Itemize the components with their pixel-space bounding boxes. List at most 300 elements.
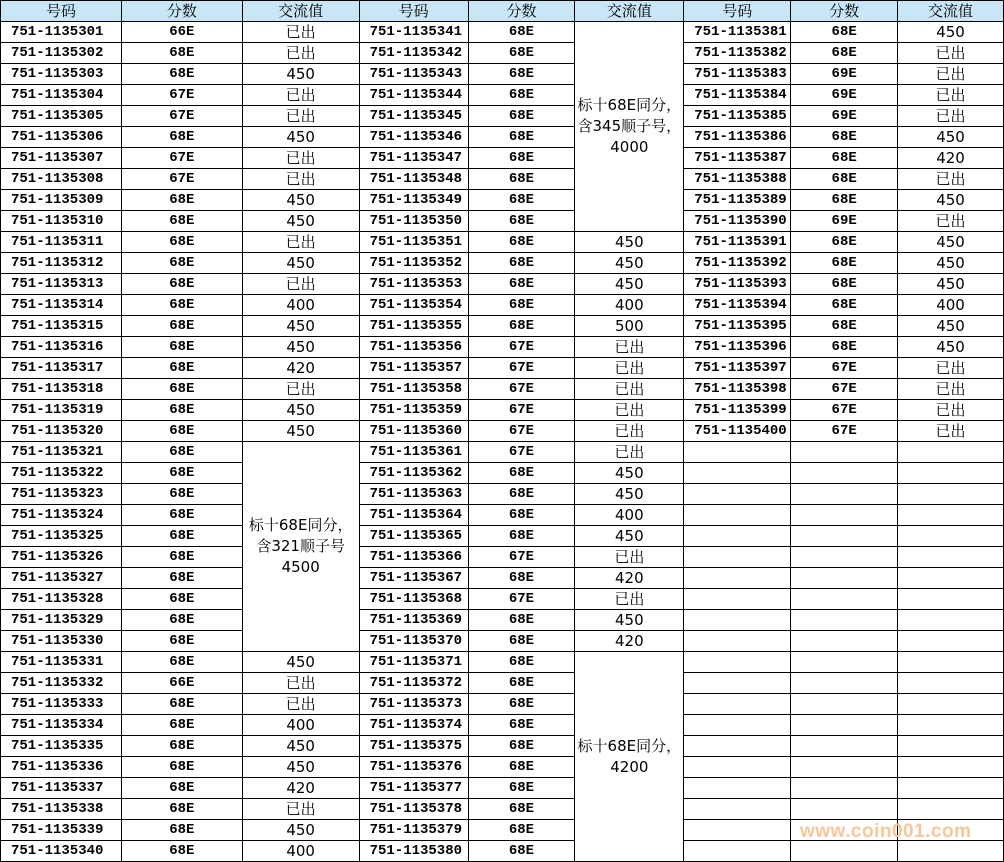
- table-row: [1, 421, 1004, 442]
- grade-cell: 68E: [468, 799, 575, 820]
- value-cell: 450: [242, 820, 359, 841]
- empty-cell: [791, 547, 898, 568]
- serial-number-cell: 751-1135314: [1, 295, 122, 316]
- serial-number-cell: 751-1135346: [359, 127, 468, 148]
- serial-number-cell: 751-1135369: [359, 610, 468, 631]
- empty-cell: [791, 526, 898, 547]
- grade-cell: 68E: [468, 652, 575, 673]
- table-row: [1, 526, 1004, 547]
- table-row: [1, 190, 1004, 211]
- grade-cell: 68E: [468, 778, 575, 799]
- table-row: [1, 547, 1004, 568]
- value-cell: 400: [898, 295, 1004, 316]
- serial-number-cell: 751-1135385: [684, 106, 791, 127]
- serial-number-cell: 751-1135347: [359, 148, 468, 169]
- serial-number-cell: 751-1135331: [1, 652, 122, 673]
- value-cell: 400: [242, 841, 359, 862]
- grade-cell: 68E: [121, 652, 242, 673]
- serial-number-cell: 751-1135396: [684, 337, 791, 358]
- table-row: [1, 295, 1004, 316]
- grade-cell: 68E: [468, 148, 575, 169]
- value-cell: 已出: [898, 358, 1004, 379]
- serial-number-cell: 751-1135332: [1, 673, 122, 694]
- value-cell: 420: [898, 148, 1004, 169]
- empty-cell: [898, 652, 1004, 673]
- empty-cell: [684, 526, 791, 547]
- value-cell: 450: [898, 316, 1004, 337]
- grade-cell: 68E: [121, 253, 242, 274]
- serial-number-cell: 751-1135337: [1, 778, 122, 799]
- serial-number-cell: 751-1135344: [359, 85, 468, 106]
- value-cell: 400: [242, 715, 359, 736]
- empty-cell: [684, 484, 791, 505]
- empty-cell: [684, 799, 791, 820]
- value-cell: 450: [242, 736, 359, 757]
- empty-cell: [791, 463, 898, 484]
- serial-number-cell: 751-1135341: [359, 22, 468, 43]
- serial-number-cell: 751-1135319: [1, 400, 122, 421]
- grade-cell: 68E: [468, 484, 575, 505]
- serial-number-cell: 751-1135304: [1, 85, 122, 106]
- header-value: 交流值: [242, 1, 359, 22]
- empty-cell: [898, 484, 1004, 505]
- value-cell: 450: [898, 127, 1004, 148]
- empty-cell: [898, 715, 1004, 736]
- grade-cell: 67E: [121, 85, 242, 106]
- serial-number-cell: 751-1135324: [1, 505, 122, 526]
- grade-cell: 67E: [468, 358, 575, 379]
- empty-cell: [684, 841, 791, 862]
- value-cell: 450: [575, 253, 684, 274]
- table-row: [1, 316, 1004, 337]
- serial-number-cell: 751-1135351: [359, 232, 468, 253]
- value-cell: 已出: [242, 85, 359, 106]
- grade-cell: 68E: [121, 841, 242, 862]
- empty-cell: [684, 694, 791, 715]
- empty-cell: [898, 463, 1004, 484]
- group-note-cell: 标十68E同分，含321顺子号4500: [242, 442, 359, 652]
- empty-cell: [898, 841, 1004, 862]
- grade-cell: 68E: [791, 253, 898, 274]
- serial-number-cell: 751-1135329: [1, 610, 122, 631]
- empty-cell: [684, 673, 791, 694]
- value-cell: 450: [242, 190, 359, 211]
- serial-number-cell: 751-1135325: [1, 526, 122, 547]
- value-cell: 已出: [242, 22, 359, 43]
- serial-number-cell: 751-1135359: [359, 400, 468, 421]
- serial-number-cell: 751-1135364: [359, 505, 468, 526]
- serial-number-cell: 751-1135371: [359, 652, 468, 673]
- empty-cell: [791, 715, 898, 736]
- serial-number-cell: 751-1135305: [1, 106, 122, 127]
- serial-number-cell: 751-1135342: [359, 43, 468, 64]
- table-row: [1, 442, 1004, 463]
- serial-number-cell: 751-1135373: [359, 694, 468, 715]
- grade-cell: 68E: [468, 694, 575, 715]
- table-row: [1, 85, 1004, 106]
- grade-cell: 68E: [468, 127, 575, 148]
- grade-cell: 67E: [468, 547, 575, 568]
- header-value: 交流值: [575, 1, 684, 22]
- serial-number-cell: 751-1135358: [359, 379, 468, 400]
- grade-cell: 68E: [121, 463, 242, 484]
- grade-cell: 66E: [121, 22, 242, 43]
- serial-number-cell: 751-1135383: [684, 64, 791, 85]
- grade-cell: 67E: [791, 400, 898, 421]
- serial-number-cell: 751-1135320: [1, 421, 122, 442]
- serial-number-cell: 751-1135357: [359, 358, 468, 379]
- serial-number-cell: 751-1135370: [359, 631, 468, 652]
- table-row: [1, 274, 1004, 295]
- serial-number-cell: 751-1135335: [1, 736, 122, 757]
- table-row: [1, 337, 1004, 358]
- table-row: [1, 43, 1004, 64]
- table-row: [1, 778, 1004, 799]
- serial-number-cell: 751-1135330: [1, 631, 122, 652]
- empty-cell: [791, 799, 898, 820]
- serial-number-cell: 751-1135360: [359, 421, 468, 442]
- table-row: [1, 715, 1004, 736]
- serial-number-cell: 751-1135375: [359, 736, 468, 757]
- grade-cell: 68E: [468, 463, 575, 484]
- empty-cell: [684, 778, 791, 799]
- serial-number-cell: 751-1135388: [684, 169, 791, 190]
- grade-cell: 67E: [791, 358, 898, 379]
- value-cell: 已出: [575, 547, 684, 568]
- serial-number-cell: 751-1135326: [1, 547, 122, 568]
- serial-number-cell: 751-1135339: [1, 820, 122, 841]
- value-cell: 已出: [898, 400, 1004, 421]
- value-cell: 已出: [242, 274, 359, 295]
- serial-number-cell: 751-1135372: [359, 673, 468, 694]
- value-cell: 400: [575, 295, 684, 316]
- serial-number-cell: 751-1135363: [359, 484, 468, 505]
- value-cell: 450: [898, 190, 1004, 211]
- grade-cell: 68E: [468, 22, 575, 43]
- header-number: 号码: [1, 1, 122, 22]
- grade-cell: 69E: [791, 85, 898, 106]
- empty-cell: [684, 715, 791, 736]
- value-cell: 已出: [242, 673, 359, 694]
- table-row: [1, 400, 1004, 421]
- grade-cell: 69E: [791, 64, 898, 85]
- serial-number-cell: 751-1135318: [1, 379, 122, 400]
- grade-cell: 68E: [791, 127, 898, 148]
- grade-cell: 68E: [468, 505, 575, 526]
- serial-number-cell: 751-1135308: [1, 169, 122, 190]
- serial-number-cell: 751-1135336: [1, 757, 122, 778]
- empty-cell: [684, 589, 791, 610]
- serial-number-cell: 751-1135393: [684, 274, 791, 295]
- serial-number-cell: 751-1135317: [1, 358, 122, 379]
- grade-cell: 67E: [791, 421, 898, 442]
- value-cell: 420: [242, 778, 359, 799]
- empty-cell: [684, 631, 791, 652]
- serial-number-cell: 751-1135302: [1, 43, 122, 64]
- table-row: [1, 799, 1004, 820]
- serial-number-cell: 751-1135338: [1, 799, 122, 820]
- grade-cell: 68E: [468, 106, 575, 127]
- serial-number-cell: 751-1135323: [1, 484, 122, 505]
- value-cell: 450: [242, 652, 359, 673]
- table-row: [1, 211, 1004, 232]
- value-cell: 已出: [242, 799, 359, 820]
- value-cell: 450: [898, 22, 1004, 43]
- empty-cell: [898, 442, 1004, 463]
- serial-number-cell: 751-1135390: [684, 211, 791, 232]
- grade-cell: 68E: [121, 610, 242, 631]
- empty-cell: [791, 736, 898, 757]
- value-cell: 500: [575, 316, 684, 337]
- empty-cell: [684, 652, 791, 673]
- value-cell: 已出: [898, 169, 1004, 190]
- serial-number-cell: 751-1135361: [359, 442, 468, 463]
- table-row: [1, 652, 1004, 673]
- grade-cell: 68E: [121, 358, 242, 379]
- grade-cell: 68E: [121, 757, 242, 778]
- grade-cell: 68E: [121, 631, 242, 652]
- grade-cell: 66E: [121, 673, 242, 694]
- grade-cell: 68E: [468, 568, 575, 589]
- serial-number-cell: 751-1135366: [359, 547, 468, 568]
- grade-cell: 68E: [121, 127, 242, 148]
- empty-cell: [791, 673, 898, 694]
- serial-number-cell: 751-1135349: [359, 190, 468, 211]
- table-row: [1, 253, 1004, 274]
- grade-cell: 68E: [121, 400, 242, 421]
- grade-cell: 68E: [468, 526, 575, 547]
- header-value: 交流值: [898, 1, 1004, 22]
- grade-cell: 69E: [791, 106, 898, 127]
- value-cell: 已出: [575, 337, 684, 358]
- grade-cell: 68E: [121, 232, 242, 253]
- empty-cell: [898, 736, 1004, 757]
- serial-number-cell: 751-1135334: [1, 715, 122, 736]
- table-row: [1, 631, 1004, 652]
- grade-cell: 67E: [121, 148, 242, 169]
- grade-cell: 68E: [791, 190, 898, 211]
- empty-cell: [791, 568, 898, 589]
- grade-cell: 68E: [121, 589, 242, 610]
- table-row: [1, 694, 1004, 715]
- grade-cell: 68E: [121, 43, 242, 64]
- grade-cell: 68E: [468, 820, 575, 841]
- grade-cell: 69E: [791, 211, 898, 232]
- grade-cell: 68E: [791, 337, 898, 358]
- value-cell: 已出: [242, 694, 359, 715]
- serial-number-cell: 751-1135387: [684, 148, 791, 169]
- empty-cell: [898, 757, 1004, 778]
- empty-cell: [684, 442, 791, 463]
- empty-cell: [684, 568, 791, 589]
- grade-cell: 68E: [468, 673, 575, 694]
- value-cell: 450: [242, 253, 359, 274]
- grade-cell: 68E: [121, 526, 242, 547]
- grade-cell: 68E: [121, 694, 242, 715]
- table-row: [1, 505, 1004, 526]
- value-cell: 已出: [575, 379, 684, 400]
- grade-cell: 68E: [468, 211, 575, 232]
- grade-cell: 67E: [121, 169, 242, 190]
- grade-cell: 68E: [791, 232, 898, 253]
- value-cell: 已出: [242, 169, 359, 190]
- empty-cell: [791, 484, 898, 505]
- value-cell: 400: [575, 505, 684, 526]
- grade-cell: 68E: [121, 715, 242, 736]
- empty-cell: [898, 547, 1004, 568]
- empty-cell: [684, 820, 791, 841]
- empty-cell: [791, 631, 898, 652]
- table-row: [1, 841, 1004, 862]
- serial-number-cell: 751-1135394: [684, 295, 791, 316]
- value-cell: 已出: [575, 589, 684, 610]
- value-cell: 420: [575, 568, 684, 589]
- table-row: [1, 232, 1004, 253]
- value-cell: 420: [575, 631, 684, 652]
- value-cell: 450: [898, 253, 1004, 274]
- serial-number-cell: 751-1135365: [359, 526, 468, 547]
- value-cell: 450: [575, 463, 684, 484]
- value-cell: 已出: [575, 421, 684, 442]
- grade-cell: 68E: [121, 442, 242, 463]
- header-score: 分数: [791, 1, 898, 22]
- value-cell: 450: [242, 211, 359, 232]
- empty-cell: [791, 841, 898, 862]
- value-cell: 已出: [242, 43, 359, 64]
- value-cell: 420: [242, 358, 359, 379]
- grade-cell: 68E: [121, 316, 242, 337]
- grade-cell: 67E: [121, 106, 242, 127]
- grade-cell: 68E: [468, 295, 575, 316]
- value-cell: 已出: [242, 148, 359, 169]
- grade-cell: 68E: [468, 64, 575, 85]
- serial-number-cell: 751-1135350: [359, 211, 468, 232]
- grade-cell: 68E: [121, 274, 242, 295]
- table-row: [1, 610, 1004, 631]
- serial-number-cell: 751-1135368: [359, 589, 468, 610]
- empty-cell: [898, 694, 1004, 715]
- serial-number-cell: 751-1135378: [359, 799, 468, 820]
- value-cell: 400: [242, 295, 359, 316]
- value-cell: 已出: [898, 43, 1004, 64]
- grade-cell: 68E: [121, 778, 242, 799]
- serial-number-cell: 751-1135322: [1, 463, 122, 484]
- grade-cell: 68E: [468, 190, 575, 211]
- header-score: 分数: [121, 1, 242, 22]
- grade-cell: 68E: [468, 757, 575, 778]
- value-cell: 已出: [575, 400, 684, 421]
- value-cell: 已出: [898, 421, 1004, 442]
- table-row: [1, 589, 1004, 610]
- empty-cell: [791, 610, 898, 631]
- serial-number-cell: 751-1135303: [1, 64, 122, 85]
- empty-cell: [791, 442, 898, 463]
- value-cell: 450: [242, 757, 359, 778]
- serial-number-cell: 751-1135379: [359, 820, 468, 841]
- empty-cell: [898, 610, 1004, 631]
- serial-number-cell: 751-1135310: [1, 211, 122, 232]
- value-cell: 450: [575, 526, 684, 547]
- table-row: [1, 148, 1004, 169]
- serial-number-cell: 751-1135374: [359, 715, 468, 736]
- empty-cell: [898, 778, 1004, 799]
- empty-cell: [898, 673, 1004, 694]
- serial-number-cell: 751-1135316: [1, 337, 122, 358]
- grade-cell: 67E: [468, 400, 575, 421]
- empty-cell: [791, 652, 898, 673]
- value-cell: 已出: [898, 211, 1004, 232]
- serial-number-cell: 751-1135367: [359, 568, 468, 589]
- table-row: [1, 358, 1004, 379]
- value-cell: 已出: [898, 379, 1004, 400]
- serial-number-cell: 751-1135352: [359, 253, 468, 274]
- serial-number-cell: 751-1135386: [684, 127, 791, 148]
- empty-cell: [898, 631, 1004, 652]
- serial-number-cell: 751-1135328: [1, 589, 122, 610]
- table-row: [1, 568, 1004, 589]
- table-row: [1, 127, 1004, 148]
- serial-number-cell: 751-1135381: [684, 22, 791, 43]
- empty-cell: [684, 463, 791, 484]
- serial-number-cell: 751-1135306: [1, 127, 122, 148]
- value-cell: 450: [242, 64, 359, 85]
- empty-cell: [791, 694, 898, 715]
- empty-cell: [791, 589, 898, 610]
- serial-number-cell: 751-1135400: [684, 421, 791, 442]
- serial-number-cell: 751-1135391: [684, 232, 791, 253]
- value-cell: 450: [575, 232, 684, 253]
- value-cell: 已出: [242, 379, 359, 400]
- grade-cell: 68E: [468, 631, 575, 652]
- grade-cell: 68E: [121, 421, 242, 442]
- value-cell: 已出: [242, 106, 359, 127]
- grade-cell: 68E: [468, 43, 575, 64]
- grade-cell: 68E: [791, 274, 898, 295]
- serial-number-cell: 751-1135307: [1, 148, 122, 169]
- table-row: [1, 484, 1004, 505]
- value-cell: 450: [242, 337, 359, 358]
- grade-cell: 68E: [121, 547, 242, 568]
- grade-cell: 68E: [121, 337, 242, 358]
- serial-number-cell: 751-1135333: [1, 694, 122, 715]
- serial-number-cell: 751-1135397: [684, 358, 791, 379]
- value-cell: 450: [575, 610, 684, 631]
- table-row: [1, 379, 1004, 400]
- value-cell: 450: [898, 274, 1004, 295]
- serial-number-cell: 751-1135353: [359, 274, 468, 295]
- grade-cell: 68E: [468, 316, 575, 337]
- table-row: [1, 463, 1004, 484]
- header-score: 分数: [468, 1, 575, 22]
- grade-cell: 68E: [121, 736, 242, 757]
- value-cell: 450: [242, 127, 359, 148]
- grade-cell: 68E: [791, 22, 898, 43]
- value-cell: 已出: [575, 442, 684, 463]
- value-cell: 450: [242, 421, 359, 442]
- grade-cell: 67E: [468, 442, 575, 463]
- grade-cell: 68E: [468, 232, 575, 253]
- serial-number-cell: 751-1135382: [684, 43, 791, 64]
- empty-cell: [791, 505, 898, 526]
- empty-cell: [898, 589, 1004, 610]
- grade-cell: 68E: [121, 799, 242, 820]
- value-cell: 450: [575, 484, 684, 505]
- grade-cell: 68E: [791, 148, 898, 169]
- serial-number-cell: 751-1135340: [1, 841, 122, 862]
- value-cell: 已出: [898, 64, 1004, 85]
- serial-number-cell: 751-1135313: [1, 274, 122, 295]
- serial-number-cell: 751-1135356: [359, 337, 468, 358]
